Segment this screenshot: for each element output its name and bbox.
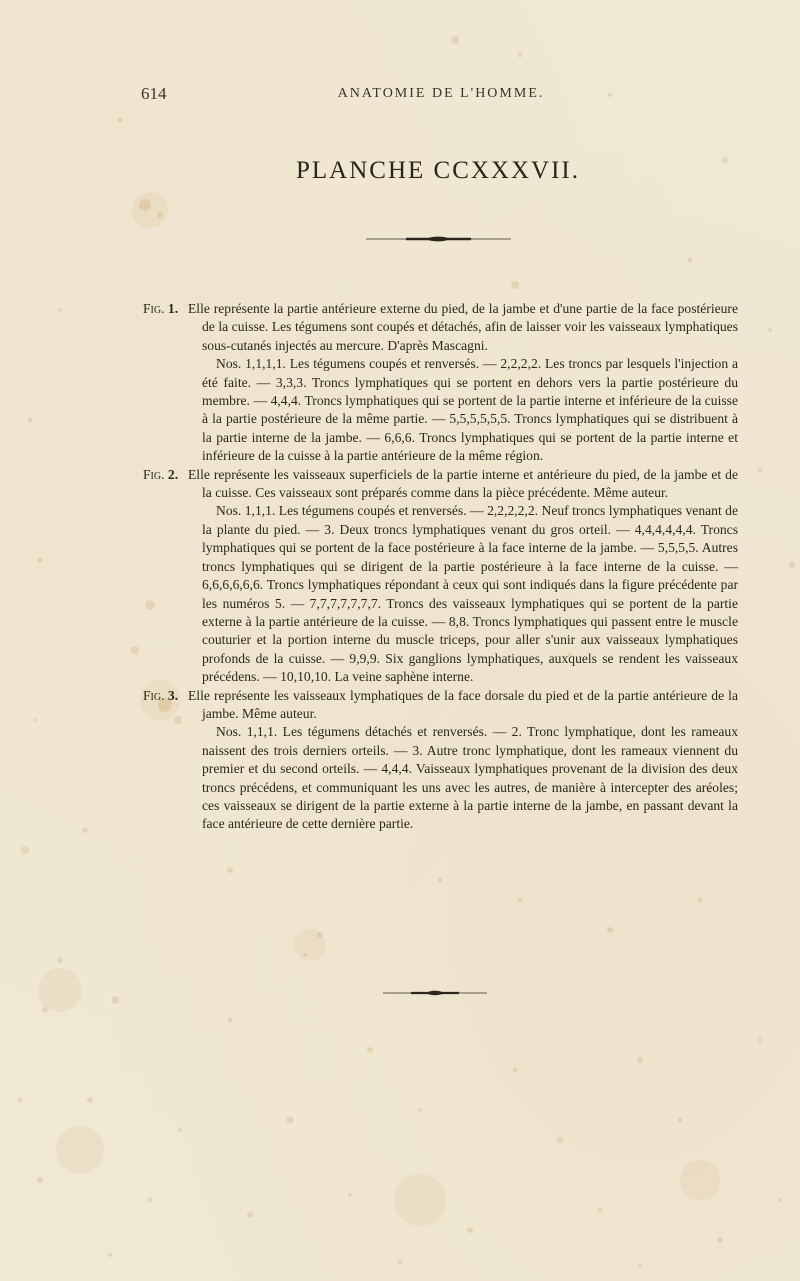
plate-description xyxy=(143,300,738,834)
figure-1-description xyxy=(143,300,738,355)
figure-label-text: Fig. xyxy=(143,687,165,703)
figure-number: 1. xyxy=(167,301,179,316)
figure-1-label xyxy=(143,300,188,318)
figure-1-legend: Nos. 1,1,1,1. Les tégumens coupés et renversés. — 2,2,2,2. Les troncs par lesquels l'injection a été faite. — 3,3,3. Troncs lymphatiques qui se portent en dehors vers la partie postérieure du membre. — 4,4,4. Troncs lymphatiques qui se portent de la partie interne et inférieure de la cuisse à la partie postérieure de la même partie. — 5,5,5,5,5,5. Troncs lymphatiques qui se distribuent à la partie interne de la jambe. — 6,6,6. Troncs lymphatiques qui se portent de la partie interne et inférieure de la cuisse à la partie antérieure de la même région. xyxy=(202,356,738,464)
figure-3-summary: Elle représente les vaisseaux lymphatiques de la face dorsale du pied et de la partie antérieure de la jambe. Même auteur. xyxy=(188,687,738,721)
figure-1-summary: Elle représente la partie antérieure externe du pied, de la jambe et d'une partie de la face postérieure de la cuisse. Les tégumens sont coupés et détachés, afin de laisser voir les vaisseaux lymphatiques sous-cutanés injectés au mercure. D'après Mascagni. xyxy=(188,301,738,353)
figure-2-summary: Elle représente les vaisseaux superficiels de la partie interne et antérieure du pied, de la jambe et de la cuisse. Ces vaisseaux sont préparés comme dans la pièce précédente. Même auteur. xyxy=(188,466,738,501)
figure-label-text: Fig. xyxy=(143,466,165,482)
figure-3-legend: Nos. 1,1,1. Les tégumens détachés et renversés. — 2. Tronc lymphatique, dont les rameaux naissent des trois derniers orteils. — 3. Autre tronc lymphatique, dont les rameaux viennent du premier et du second orteils. — 4,4,4. Vaisseaux lymphatiques provenant de la division des deux troncs précédens, et communiquant les uns avec les autres, de manière à intercepter des aréoles; ces vaisseaux se dirigent de la partie externe à la partie interne de la jambe, en passant devant la face antérieure de cette dernière partie. xyxy=(202,724,738,832)
figure-2-legend: Nos. 1,1,1. Les tégumens coupés et renversés. — 2,2,2,2,2. Neuf troncs lymphatiques venant de la plante du pied. — 3. Deux troncs lymphatiques venant du gros orteil. — 4,4,4,4,4,4. Troncs lymphatiques qui se portent de la face postérieure à la face interne de la jambe. — 5,5,5,5. Autres troncs lymphatiques qui se dirigent de la partie postérieure à la face interne de la cuisse. — 6,6,6,6,6,6. Troncs lymphatiques répondant à ceux qui sont indiqués dans la figure précédente par les numéros 5. — 7,7,7,7,7,7,7. Troncs des vaisseaux lymphatiques qui se portent de la partie externe à la partie antérieure de la cuisse. — 8,8. Troncs lymphatiques qui passent entre le muscle couturier et la portion interne du muscle triceps, pour aller s'unir aux vaisseaux lymphatiques profonds de la cuisse. — 9,9,9. Six ganglions lymphatiques, auxquels se rendent les vaisseaux précédens. — 10,10,10. La veine saphène interne. xyxy=(202,503,738,685)
figure-number: 3. xyxy=(167,687,179,703)
figure-2-description xyxy=(143,466,738,503)
running-title: ANATOMIE DE L'HOMME. xyxy=(337,86,545,101)
figure-2-label xyxy=(143,466,188,484)
figure-3-description xyxy=(143,687,738,724)
figure-number: 2. xyxy=(167,466,179,482)
page-header xyxy=(0,84,800,108)
ornamental-rule-bottom xyxy=(383,990,487,996)
page-number: 614 xyxy=(141,84,167,103)
plate-title: PLANCHE CCXXXVII. xyxy=(296,157,580,184)
ornamental-rule-top xyxy=(366,236,511,242)
figure-label-text: Fig. xyxy=(143,301,165,316)
figure-3-label xyxy=(143,687,188,705)
